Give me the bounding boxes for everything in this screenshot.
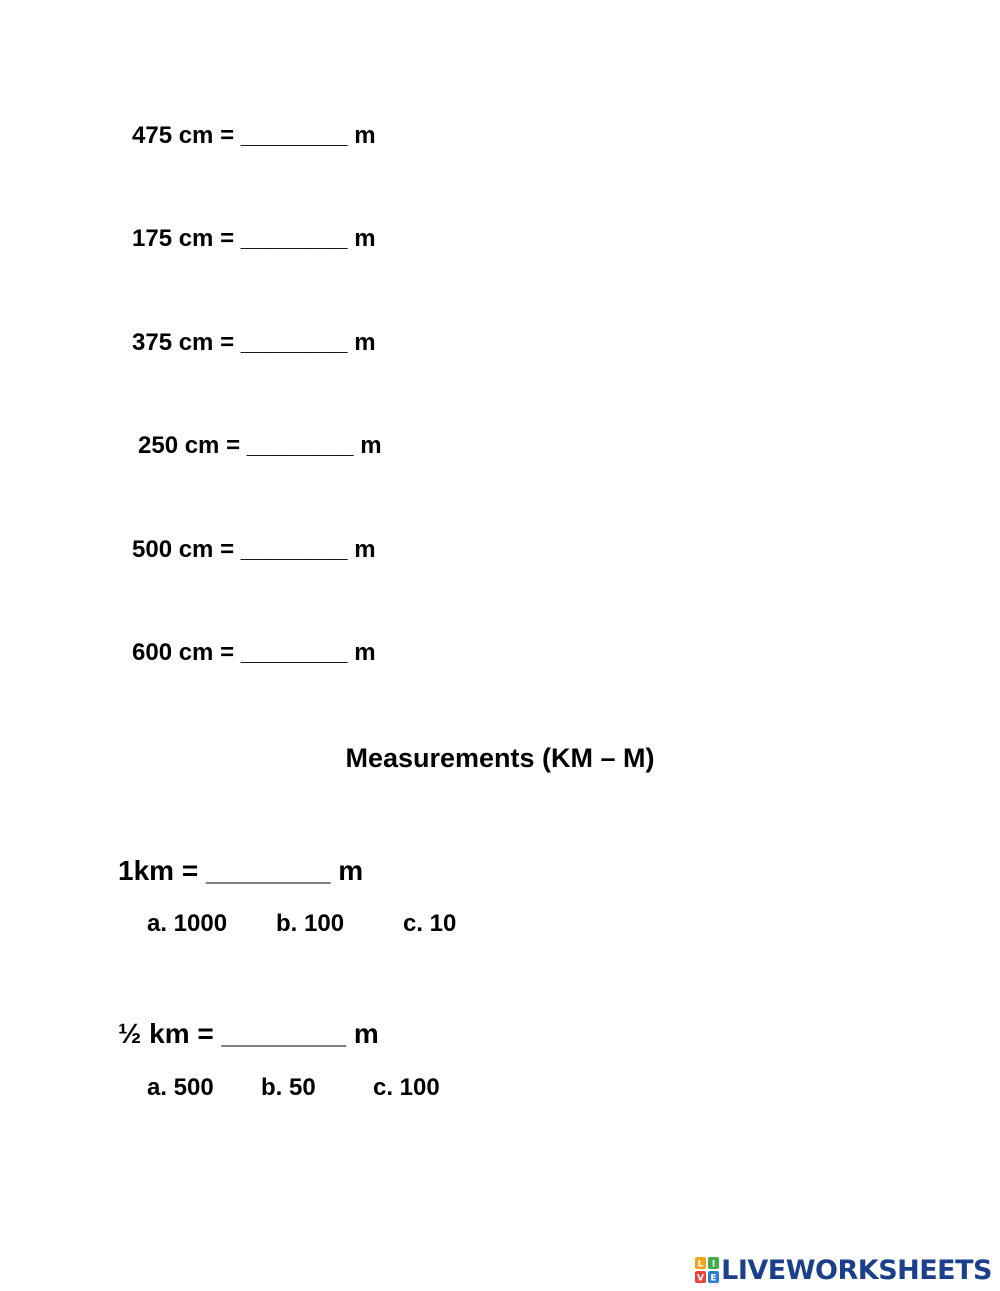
conversion-question-1: 475 cm = ________ m: [132, 122, 376, 149]
mc-question-2-prompt: ½ km = ________ m: [118, 1018, 379, 1049]
liveworksheets-logo: [695, 1254, 992, 1286]
mc-question-1-option-b[interactable]: b. 100: [276, 910, 345, 937]
conversion-question-5: 500 cm = ________ m: [132, 536, 376, 563]
svg-text:I: I: [711, 1259, 716, 1270]
mc-question-1-prompt: 1km = ________ m: [118, 855, 364, 886]
svg-text:V: V: [697, 1273, 705, 1283]
section-title: Measurements (KM – M): [345, 743, 655, 773]
mc-question-2-option-a[interactable]: a. 500: [147, 1074, 214, 1101]
liveworksheets-logo-icon: [695, 1257, 719, 1283]
conversion-question-2: 175 cm = ________ m: [132, 225, 376, 252]
mc-question-2-option-c[interactable]: c. 100: [373, 1074, 440, 1101]
liveworksheets-logo-text: LIVEWORKSHEETS: [721, 1254, 992, 1286]
svg-text:L: L: [697, 1259, 704, 1270]
svg-text:E: E: [710, 1273, 717, 1283]
conversion-question-3: 375 cm = ________ m: [132, 329, 376, 356]
mc-question-1-option-a[interactable]: a. 1000: [147, 910, 228, 937]
conversion-question-6: 600 cm = ________ m: [132, 639, 376, 666]
mc-question-2-option-b[interactable]: b. 50: [261, 1074, 316, 1101]
mc-question-1-option-c[interactable]: c. 10: [403, 910, 457, 937]
conversion-question-4: 250 cm = ________ m: [138, 432, 382, 459]
